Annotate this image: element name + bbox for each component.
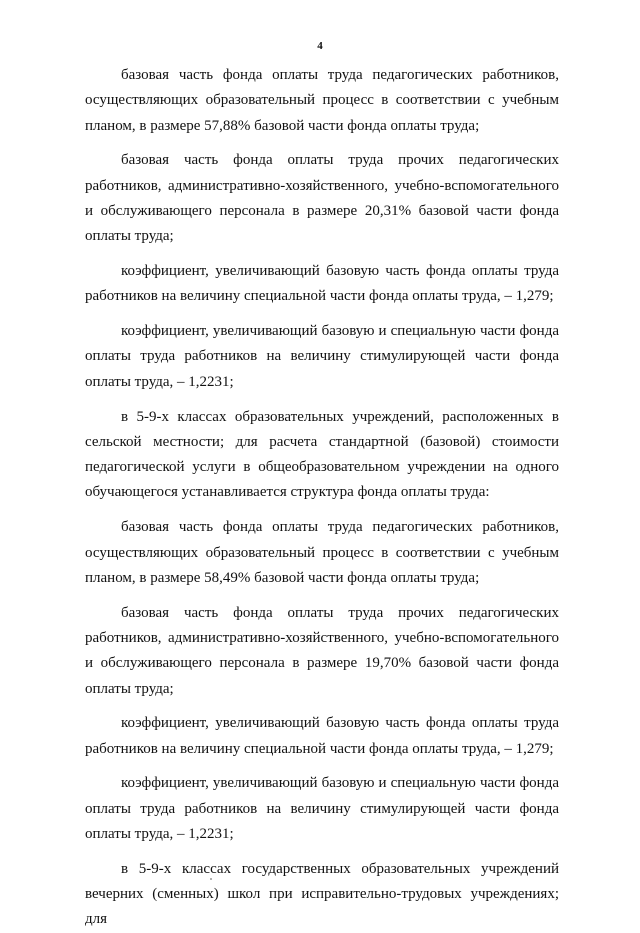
document-body (85, 63, 559, 933)
paragraph: коэффициент, увеличивающий базовую и специальную части фонда оплаты труда работников на величину стимулирующей части фонда оплаты труда, – 1,2231; (85, 775, 559, 843)
paragraph: в 5-9-х классах образовательных учреждений, расположенных в сельской местности; для расчета стандартной (базовой) стоимости педагогической услуги в общеобразовательном учреждении на одного обучающегося устанавливается структура фонда оплаты труда: (85, 408, 559, 501)
paragraph: базовая часть фонда оплаты труда прочих педагогических работников, административно-хозяйственного, учебно-вспомогательного и обслуживающего персонала в размере 19,70% базовой части фонда оплаты труда; (85, 604, 559, 697)
paragraph: базовая часть фонда оплаты труда прочих педагогических работников, административно-хозяйственного, учебно-вспомогательного и обслуживающего персонала в размере 20,31% базовой части фонда оплаты труда; (85, 152, 559, 245)
page-number: 4 (317, 40, 323, 52)
paragraph: базовая часть фонда оплаты труда педагогических работников, осуществляющих образовательный процесс в соответствии с учебным планом, в размере 57,88% базовой части фонда оплаты труда; (85, 67, 559, 134)
paragraph: коэффициент, увеличивающий базовую часть фонда оплаты труда работников на величину специальной части фонда оплаты труда, – 1,279; (85, 263, 559, 305)
paragraph-continued: в 5-9-х классах государственных образовательных учреждений вечерних (сменных) школ при исправительно-трудовых учреждениях; для (85, 860, 559, 928)
scan-speck (210, 878, 212, 880)
paragraph: базовая часть фонда оплаты труда педагогических работников, осуществляющих образовательный процесс в соответствии с учебным планом, в размере 58,49% базовой части фонда оплаты труда; (85, 519, 559, 586)
paragraph: коэффициент, увеличивающий базовую и специальную части фонда оплаты труда работников на величину стимулирующей части фонда оплаты труда, – 1,2231; (85, 323, 559, 390)
paragraph: коэффициент, увеличивающий базовую часть фонда оплаты труда работников на величину специальной части фонда оплаты труда, – 1,279; (85, 715, 559, 757)
